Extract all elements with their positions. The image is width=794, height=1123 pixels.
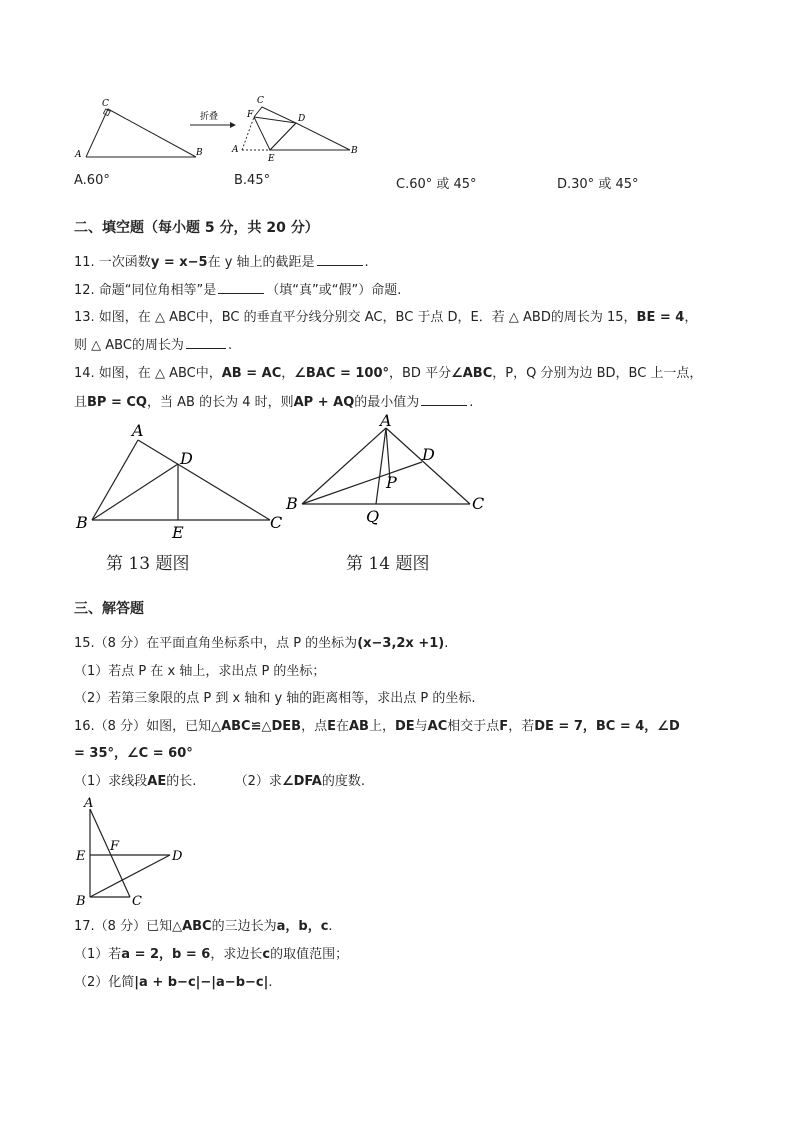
q10-dashed-fa xyxy=(242,117,254,150)
q17-math2: a，b，c xyxy=(276,919,329,934)
fig13-label-e: E xyxy=(172,523,184,542)
fig13-label-b: B xyxy=(76,513,88,532)
q14-line2-end: . xyxy=(469,395,474,410)
q16-mid3: 上， xyxy=(368,719,395,734)
q16-mid5: 相交于点 xyxy=(447,719,500,734)
q15-stem xyxy=(74,635,448,653)
q14-line1-math2: ∠BAC = 100° xyxy=(294,366,390,381)
q14-line2-math1: BP = CQ xyxy=(87,395,147,410)
q16-stem-line2: = 35°，∠C = 60° xyxy=(74,746,193,761)
q17-p1-post: 的取值范围； xyxy=(270,947,349,962)
fig14-caption: 第 14 题图 xyxy=(346,554,430,574)
q13-line1-end: ， xyxy=(684,310,698,325)
q15-stem-end: . xyxy=(444,636,449,651)
q16-parts xyxy=(74,773,365,791)
fig16-label-c: C xyxy=(132,894,142,909)
q10-right-label-d: D xyxy=(298,114,306,124)
q10-option-b: B.45° xyxy=(234,173,271,188)
q16-mid4: 与 xyxy=(414,719,428,734)
q14-line1 xyxy=(74,365,702,383)
q17-p2-pre: （2）化简 xyxy=(74,975,135,990)
q10-option-d: D.30° 或 45° xyxy=(557,177,639,192)
q13-line2-end: . xyxy=(227,338,233,353)
q10-right-db xyxy=(296,123,350,150)
fig13-ac xyxy=(138,440,270,520)
q16-math7: DE = 7，BC = 4，∠D xyxy=(534,719,680,734)
q16-p1-math: AE xyxy=(147,774,167,789)
q10-right-ed xyxy=(270,123,296,150)
fig14-aq xyxy=(376,428,386,504)
q14-line2-pre: 且 xyxy=(74,395,88,410)
q10-fold-label: 折叠 xyxy=(200,112,219,122)
q14-line2-post: 的最小值为 xyxy=(354,395,420,410)
q17-p2-math: |a + b−c|−|a−b−c| xyxy=(134,975,269,990)
q10-right-eb xyxy=(254,117,270,150)
q16-p2-pre: （2）求 xyxy=(234,774,282,789)
q16-p1-pre: （1）求线段 xyxy=(74,774,148,789)
q14-line1-math3: ∠ABC xyxy=(451,366,493,381)
q16-pre: 16.（8 分）如图，已知 xyxy=(74,719,212,734)
q15-stem-math: (x−3,2x +1) xyxy=(357,636,445,651)
q17-mid: 的三边长为 xyxy=(211,919,277,934)
q16-math6: F xyxy=(499,719,509,734)
fig16-label-e: E xyxy=(76,849,86,864)
q13-line1-math: BE = 4 xyxy=(636,310,685,325)
q16-stem xyxy=(74,718,680,736)
q10-left-triangle xyxy=(86,109,196,157)
q17-p1-math: a = 2，b = 6 xyxy=(121,947,211,962)
q11-end: . xyxy=(364,255,369,270)
q17-part2 xyxy=(74,974,273,992)
q14-line1-pre: 14. 如图，在 △ ABC中， xyxy=(74,366,222,381)
section3-heading: 三、解答题 xyxy=(74,601,144,617)
q10-option-a: A.60° xyxy=(74,173,110,188)
fig16 xyxy=(72,797,192,909)
q16-math4: DE xyxy=(394,719,415,734)
fig14-bd xyxy=(302,462,422,504)
q10-right-label-a: A xyxy=(232,145,239,155)
q13-line1 xyxy=(74,309,697,327)
q10-figure xyxy=(70,95,370,167)
q12-answer-blank[interactable] xyxy=(218,281,264,294)
q16-math2: E xyxy=(327,719,336,734)
fig13 xyxy=(74,420,294,542)
fig14 xyxy=(282,412,502,534)
q10-fold-arrowhead xyxy=(230,122,236,128)
q14-line2 xyxy=(74,393,473,412)
q14-line1-math1: AB = AC xyxy=(221,366,282,381)
q14-line2-mid: ，当 AB 的长为 4 时，则 xyxy=(147,395,294,410)
q17-part1 xyxy=(74,946,348,964)
fig16-label-b: B xyxy=(76,894,86,909)
q14-line1-post: ，BD 平分 xyxy=(389,366,452,381)
q13-line1-pre: 13. 如图，在 △ ABC中，BC 的垂直平分线分别交 AC，BC 于点 D，E．若 △ ABD的周长为 15， xyxy=(74,310,637,325)
q15-part1: （1）若点 P 在 x 轴上，求出点 P 的坐标； xyxy=(74,664,326,679)
fig14-ab xyxy=(302,428,386,504)
q11 xyxy=(74,253,369,272)
q10-option-c: C.60° 或 45° xyxy=(396,177,477,192)
q10-right-label-b: B xyxy=(351,146,358,156)
fig13-label-a: A xyxy=(132,421,144,440)
fig16-label-d: D xyxy=(172,849,183,864)
fig14-label-c: C xyxy=(472,494,485,513)
q16-p2-post: 的度数. xyxy=(321,774,365,789)
q16-math3: AB xyxy=(348,719,369,734)
q17-p2-end: . xyxy=(268,975,273,990)
q14-line2-math2: AP + AQ xyxy=(293,395,355,410)
q10-left-label-b: B xyxy=(196,148,203,158)
q16-math1: △ABC≌△DEB xyxy=(211,719,302,734)
q10-right-label-f: F xyxy=(247,110,254,120)
fig16-bd xyxy=(90,855,170,897)
q16-mid6: ，若 xyxy=(508,719,535,734)
q13-answer-blank[interactable] xyxy=(186,336,226,349)
fig16-label-f: F xyxy=(110,839,120,854)
q10-right-label-e: E xyxy=(268,154,275,164)
q10-left-label-a: A xyxy=(75,150,82,160)
q15-part2: （2）若第三象限的点 P 到 x 轴和 y 轴的距离相等，求出点 P 的坐标. xyxy=(74,691,476,706)
q13-line2 xyxy=(74,336,232,355)
q14-answer-blank[interactable] xyxy=(421,393,467,406)
fig14-label-d: D xyxy=(422,445,435,464)
q11-answer-blank[interactable] xyxy=(317,253,363,266)
q16-math5: AC xyxy=(427,719,448,734)
q17-pre: 17.（8 分）已知 xyxy=(74,919,173,934)
q12 xyxy=(74,281,401,300)
q16-mid1: ，点 xyxy=(301,719,328,734)
q14-line1-mid: ， xyxy=(281,366,295,381)
fig14-label-p: P xyxy=(386,473,397,492)
q14-line1-end: ，P，Q 分别为边 BD，BC 上一点， xyxy=(492,366,703,381)
q12-pre: 12. 命题“同位角相等”是 xyxy=(74,283,217,298)
fig14-label-a: A xyxy=(380,412,392,430)
q17-math1: △ABC xyxy=(172,919,212,934)
q10-left-label-c: C xyxy=(102,99,109,109)
fig13-bd xyxy=(92,464,178,520)
q17-p1-mid: ，求边长 xyxy=(210,947,263,962)
q11-pre: 11. 一次函数 xyxy=(74,255,151,270)
q11-post: 在 y 轴上的截距是 xyxy=(207,255,315,270)
fig13-label-c: C xyxy=(270,513,283,532)
q17-p1-math2: c xyxy=(262,947,271,962)
fig16-label-a: A xyxy=(84,797,94,811)
fig13-caption: 第 13 题图 xyxy=(106,554,190,574)
q17-end: . xyxy=(328,919,333,934)
fig14-ac xyxy=(386,428,470,504)
q11-math: y = x−5 xyxy=(150,255,208,270)
q12-post: （填“真”或“假”）命题. xyxy=(266,283,402,298)
q16-mid2: 在 xyxy=(335,719,349,734)
fig13-ab xyxy=(92,440,138,520)
q15-stem-pre: 15.（8 分）在平面直角坐标系中，点 P 的坐标为 xyxy=(74,636,358,651)
section2-heading: 二、填空题（每小题 5 分，共 20 分） xyxy=(74,220,319,236)
q13-line2-pre: 则 △ ABC的周长为 xyxy=(74,338,184,353)
q16-p1-post: 的长. xyxy=(166,774,197,789)
q16-p2-math: ∠DFA xyxy=(281,774,322,789)
q17-stem xyxy=(74,918,333,936)
fig14-label-b: B xyxy=(286,494,298,513)
q17-p1-pre: （1）若 xyxy=(74,947,122,962)
fig14-label-q: Q xyxy=(366,507,380,526)
fig13-label-d: D xyxy=(180,449,193,468)
q10-right-label-c: C xyxy=(257,96,264,106)
